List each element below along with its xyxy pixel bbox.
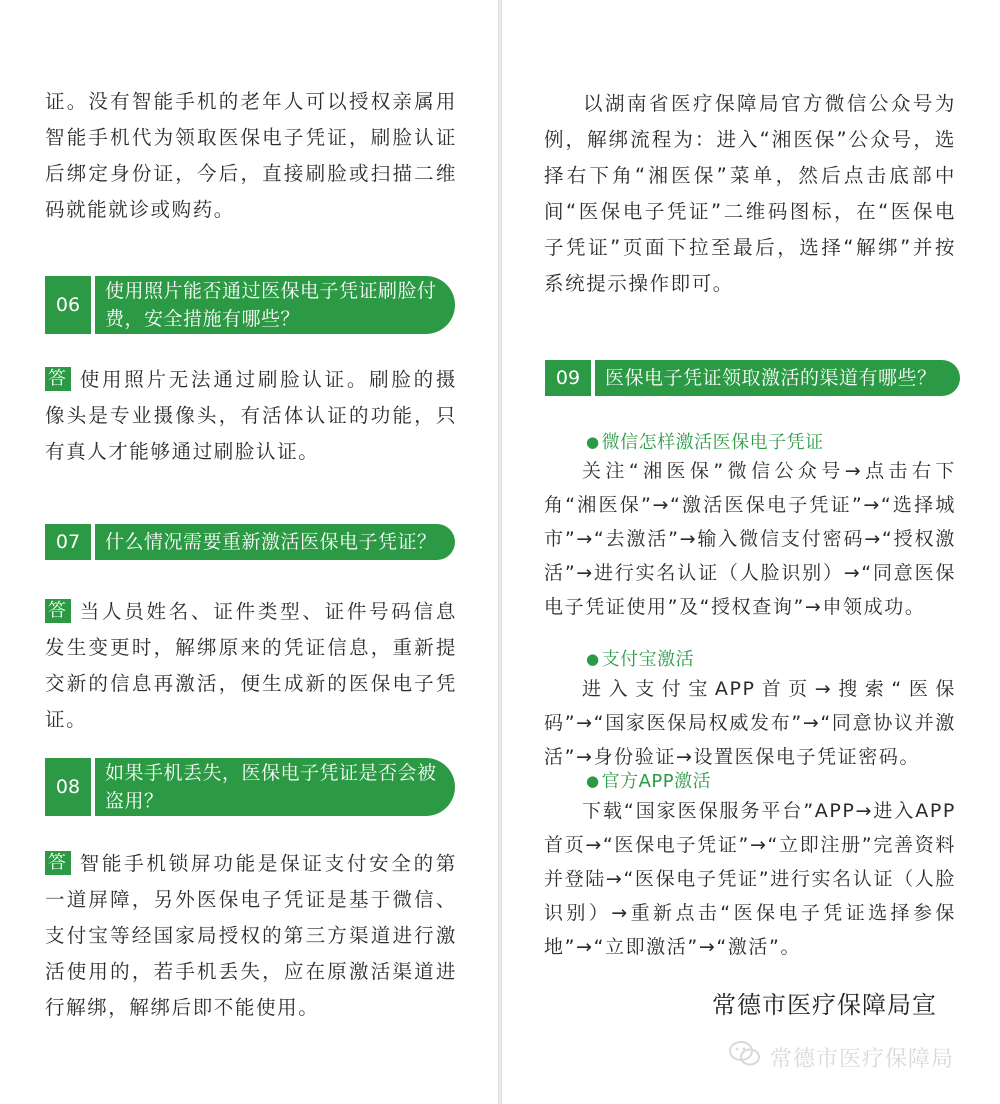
bullet-icon: ● xyxy=(586,650,600,668)
question-text: 使用照片能否通过医保电子凭证刷脸付费，安全措施有哪些？ xyxy=(95,276,455,334)
question-number: 08 xyxy=(45,758,91,816)
channel-heading-alipay: ● 支付宝激活 xyxy=(586,649,695,670)
question-text: 如果手机丢失，医保电子凭证是否会被盗用？ xyxy=(95,758,455,816)
bullet-icon: ● xyxy=(586,433,600,451)
question-07-bar xyxy=(45,524,455,560)
answer-text: 当人员姓名、证件类型、证件号码信息发生变更时，解绑原来的凭证信息，重新提交新的信息再激活，便生成新的医保电子凭证。 xyxy=(45,600,457,731)
answer-tag: 答 xyxy=(45,367,71,391)
answer-08 xyxy=(45,846,457,1026)
question-text: 什么情况需要重新激活医保电子凭证？ xyxy=(95,524,455,560)
channel-steps-wechat: 关注“湘医保”微信公众号→点击右下角“湘医保”→“激活医保电子凭证”→“选择城市”→“去激活”→输入微信支付密码→“授权激活”→进行实名认证（人脸识别）→“同意医保电子凭证使用”及“授权查询”→申领成功。 xyxy=(544,460,956,618)
question-08-bar xyxy=(45,758,455,816)
question-number: 06 xyxy=(45,276,91,334)
answer-text: 使用照片无法通过刷脸认证。刷脸的摄像头是专业摄像头，有活体认证的功能，只有真人才能够通过刷脸认证。 xyxy=(45,368,457,463)
wechat-icon xyxy=(728,1040,762,1074)
question-text: 医保电子凭证领取激活的渠道有哪些？ xyxy=(595,360,960,396)
answer-text: 智能手机锁屏功能是保证支付安全的第一道屏障，另外医保电子凭证是基于微信、支付宝等经国家局授权的第三方渠道进行激活使用的，若手机丢失，应在原激活渠道进行解绑，解绑后即不能使用。 xyxy=(45,852,457,1019)
question-number: 07 xyxy=(45,524,91,560)
signature: 常德市医疗保障局宣 xyxy=(712,991,937,1019)
answer-07 xyxy=(45,594,457,738)
question-06-bar xyxy=(45,276,455,334)
intro-paragraph-left: 证。没有智能手机的老年人可以授权亲属用智能手机代为领取医保电子凭证，刷脸认证后绑定身份证，今后，直接刷脸或扫描二维码就能就诊或购药。 xyxy=(45,90,457,221)
channel-steps-alipay: 进入支付宝APP首页→搜索“医保码”→“国家医保局权威发布”→“同意协议并激活”→身份验证→设置医保电子凭证密码。 xyxy=(544,678,956,768)
answer-tag: 答 xyxy=(45,851,71,875)
channel-heading-official-app: ● 官方APP激活 xyxy=(586,771,712,792)
channel-steps-official-app: 下载“国家医保服务平台”APP→进入APP首页→“医保电子凭证”→“立即注册”完善资料并登陆→“医保电子凭证”进行实名认证（人脸识别）→重新点击“医保电子凭证选择参保地”→“立即激活”→“激活”。 xyxy=(544,800,956,958)
intro-paragraph-right: 以湖南省医疗保障局官方微信公众号为例，解绑流程为：进入“湘医保”公众号，选择右下角“湘医保”菜单，然后点击底部中间“医保电子凭证”二维码图标，在“医保电子凭证”页面下拉至最后，选择“解绑”并按系统提示操作即可。 xyxy=(544,92,956,295)
answer-tag: 答 xyxy=(45,599,71,623)
answer-06 xyxy=(45,362,457,470)
watermark-text: 常德市医疗保障局 xyxy=(770,1046,955,1072)
channel-heading-wechat: ● 微信怎样激活医保电子凭证 xyxy=(586,432,824,453)
question-number: 09 xyxy=(545,360,591,396)
bullet-icon: ● xyxy=(586,772,600,790)
watermark xyxy=(728,1040,954,1074)
question-09-bar xyxy=(545,360,960,396)
